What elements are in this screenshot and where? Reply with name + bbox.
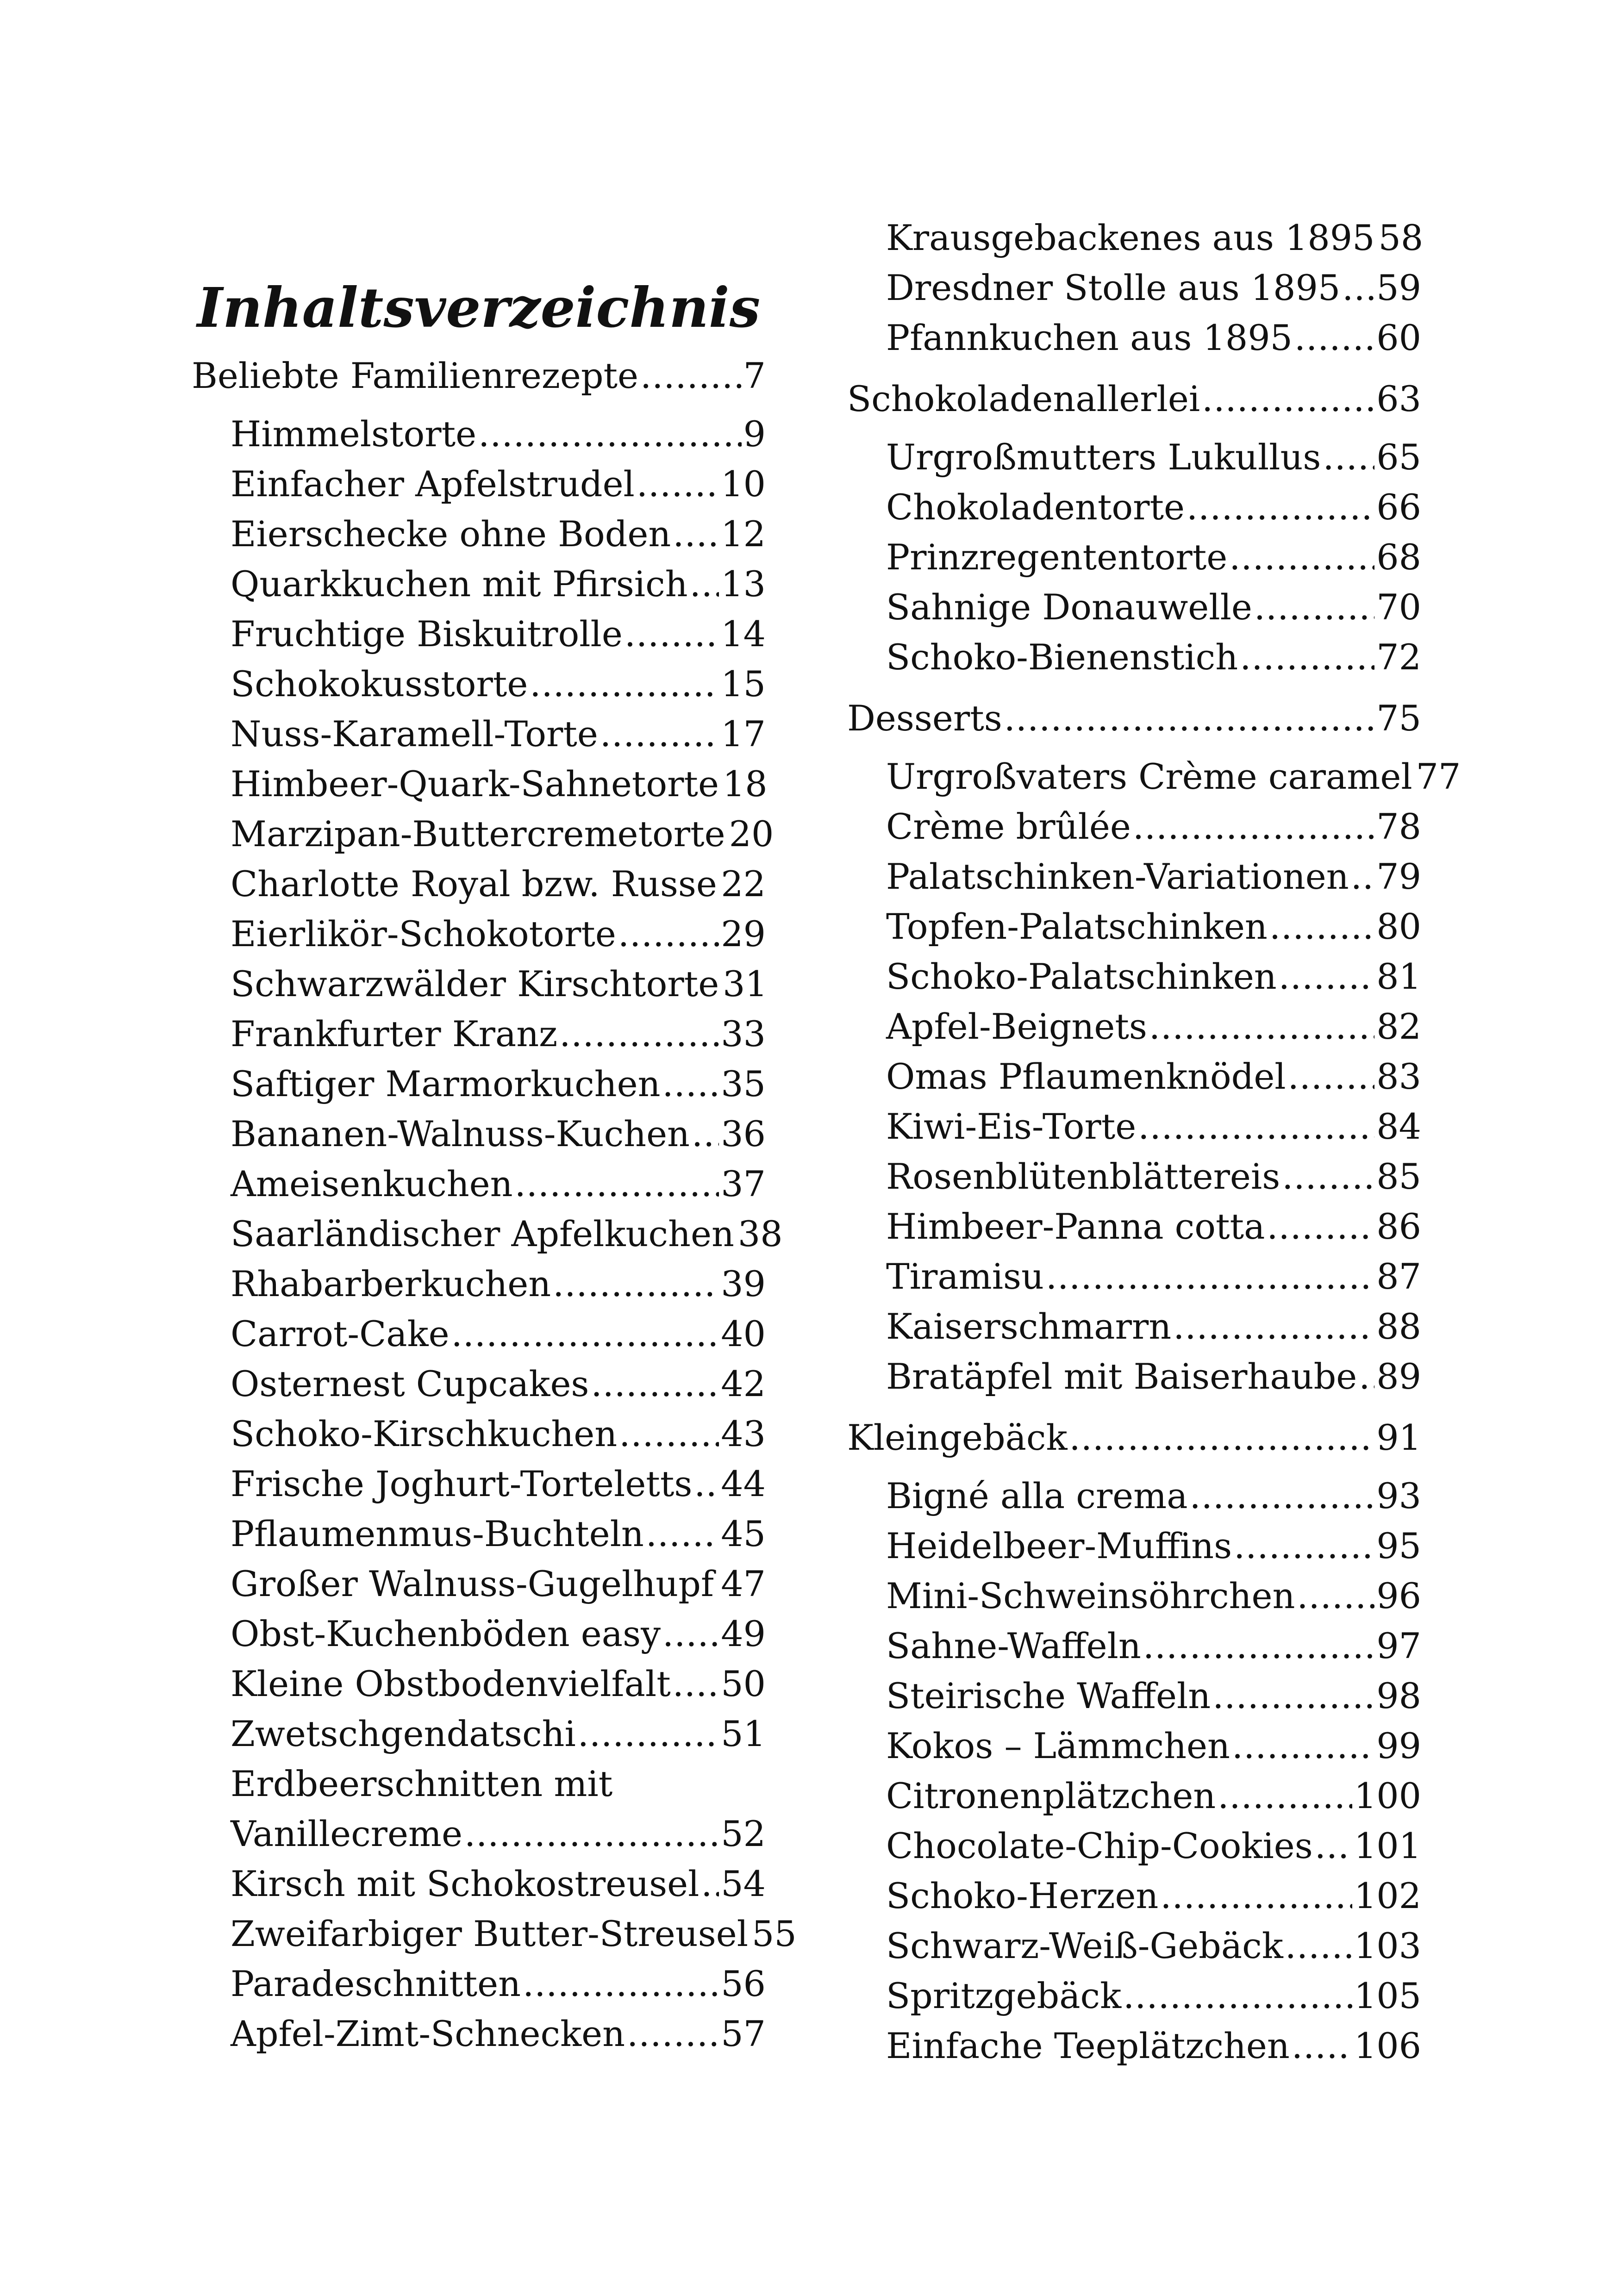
- toc-entry-page: 96: [1376, 1575, 1421, 1616]
- dot-leader: [1285, 1921, 1352, 1971]
- toc-entry[interactable]: [192, 1509, 766, 1559]
- toc-entry[interactable]: [847, 1152, 1421, 1202]
- dot-leader: [1254, 582, 1374, 632]
- toc-entry-continuation: [231, 1809, 766, 1859]
- toc-entry-label: Chokoladentorte: [886, 486, 1185, 528]
- toc-entry-page: 78: [1376, 806, 1421, 847]
- dot-leader: [559, 1009, 719, 1059]
- dot-leader: [1173, 1302, 1374, 1352]
- toc-entry[interactable]: [847, 1771, 1421, 1821]
- toc-entry[interactable]: [847, 1971, 1421, 2021]
- toc-entry[interactable]: [847, 1921, 1421, 1971]
- toc-entry-page: 59: [1376, 267, 1421, 308]
- toc-entry[interactable]: [192, 1109, 766, 1159]
- toc-entry[interactable]: [847, 802, 1421, 852]
- dot-leader: [464, 1809, 719, 1859]
- toc-entry-label: Frankfurter Kranz: [231, 1013, 558, 1054]
- toc-entry-label: Chocolate-Chip-Cookies: [886, 1825, 1313, 1866]
- dot-leader: [1229, 532, 1374, 582]
- toc-entry-page: 52: [721, 1813, 766, 1854]
- toc-entry-page: 14: [721, 613, 766, 655]
- toc-entry-label: Rosenblütenblättereis: [886, 1156, 1280, 1197]
- toc-entry[interactable]: [192, 1009, 766, 1059]
- dot-leader: [1160, 1871, 1352, 1921]
- toc-entry-label: Eierlikör-Schokotorte: [231, 913, 616, 954]
- toc-entry-page: 33: [721, 1013, 766, 1054]
- toc-entry-label: Krausgebackenes aus 1895: [886, 217, 1375, 258]
- dot-leader: [451, 1309, 719, 1359]
- toc-section-items: [847, 752, 1461, 1402]
- toc-entry-label: Apfel-Beignets: [886, 1006, 1147, 1047]
- dot-leader: [646, 1509, 719, 1559]
- toc-entry[interactable]: [192, 909, 766, 959]
- toc-entry-page: 101: [1354, 1825, 1421, 1866]
- toc-entry[interactable]: [192, 1209, 783, 1259]
- dot-leader: [1234, 1521, 1374, 1571]
- dot-leader: [591, 1359, 719, 1409]
- toc-entry-page: 37: [721, 1163, 766, 1204]
- toc-entry-label: Frische Joghurt-Torteletts: [231, 1463, 693, 1504]
- toc-entry-page: 82: [1376, 1006, 1421, 1047]
- dot-leader: [640, 351, 742, 401]
- toc-entry-label: Großer Walnuss-Gugelhupf: [231, 1563, 714, 1604]
- toc-entry[interactable]: [192, 559, 766, 609]
- dot-leader: [625, 609, 719, 659]
- toc-entry[interactable]: [847, 632, 1421, 682]
- toc-entry-page: 49: [721, 1613, 766, 1654]
- toc-section: [192, 351, 797, 2059]
- toc-entry[interactable]: [192, 509, 766, 559]
- toc-right-column: [847, 213, 1461, 2071]
- toc-entry-page: 79: [1376, 856, 1421, 897]
- toc-entry-label: Schoko-Herzen: [886, 1875, 1159, 1916]
- toc-entry[interactable]: [192, 1909, 797, 1959]
- toc-entry-label: Tiramisu: [886, 1256, 1044, 1297]
- toc-entry[interactable]: [847, 2021, 1421, 2071]
- toc-entry-label: Steirische Waffeln: [886, 1675, 1211, 1716]
- toc-entry-label: Sahne-Waffeln: [886, 1625, 1141, 1666]
- dot-leader: [600, 709, 719, 759]
- dot-leader: [1267, 1202, 1374, 1252]
- toc-entry-page: 54: [721, 1863, 766, 1904]
- toc-entry-label: Fruchtige Biskuitrolle: [231, 613, 623, 655]
- toc-entry-label: Ameisenkuchen: [231, 1163, 513, 1204]
- toc-entry-page: 70: [1376, 586, 1421, 628]
- toc-entry[interactable]: [847, 532, 1421, 582]
- dot-leader: [1138, 1102, 1374, 1152]
- dot-leader: [694, 1459, 719, 1509]
- toc-entry-label: Himbeer-Quark-Sahnetorte: [231, 763, 719, 804]
- toc-entry-page: 18: [722, 763, 768, 804]
- toc-entry[interactable]: [847, 752, 1461, 802]
- dot-leader: [553, 1259, 719, 1309]
- dot-leader: [1004, 693, 1375, 743]
- toc-entry-label: Pfannkuchen aus 1895: [886, 317, 1293, 358]
- toc-entry[interactable]: [847, 1352, 1421, 1402]
- toc-entry-page: 93: [1376, 1475, 1421, 1516]
- dot-leader: [1202, 374, 1374, 424]
- dot-leader: [1212, 1671, 1374, 1721]
- toc-left-column: [192, 275, 797, 2059]
- dot-leader: [627, 2009, 719, 2059]
- toc-section: [847, 693, 1461, 1402]
- dot-leader: [701, 1859, 719, 1909]
- toc-entry[interactable]: [192, 1309, 766, 1359]
- toc-entry-page: 22: [721, 863, 766, 904]
- toc-entry-label: Crème brûlée: [886, 806, 1131, 847]
- toc-entry[interactable]: [847, 1002, 1421, 1052]
- toc-entry-label: Paradeschnitten: [231, 1963, 521, 2004]
- toc-entry-page: 83: [1376, 1056, 1421, 1097]
- toc-entry-label: Marzipan-Buttercremetorte: [231, 813, 725, 854]
- toc-entry-page: 20: [729, 813, 774, 854]
- toc-entry[interactable]: [192, 759, 766, 809]
- toc-entry[interactable]: [192, 859, 766, 909]
- toc-entry-page: 40: [721, 1313, 766, 1354]
- toc-entry-label: Topfen-Palatschinken: [886, 906, 1268, 947]
- toc-entry[interactable]: [847, 1521, 1421, 1571]
- toc-entry-page: 72: [1376, 636, 1421, 678]
- dot-leader: [1323, 432, 1374, 482]
- toc-entry-page: 9: [743, 413, 766, 455]
- toc-entry[interactable]: [192, 959, 766, 1009]
- toc-entry[interactable]: [192, 459, 766, 509]
- dot-leader: [1297, 1571, 1374, 1621]
- dot-leader: [1123, 1971, 1352, 2021]
- toc-entry-label: Osternest Cupcakes: [231, 1363, 589, 1404]
- toc-entry-page: 84: [1376, 1106, 1421, 1147]
- toc-entry[interactable]: [847, 1671, 1421, 1721]
- toc-entry-page: 95: [1376, 1525, 1421, 1566]
- dot-leader: [692, 1109, 719, 1159]
- dot-leader: [1292, 2021, 1352, 2071]
- toc-entry-label: Schoko-Palatschinken: [886, 956, 1277, 997]
- toc-entry[interactable]: [847, 1471, 1421, 1521]
- toc-entry[interactable]: [192, 709, 766, 759]
- toc-entry-label: Einfacher Apfelstrudel: [231, 463, 635, 505]
- toc-entry[interactable]: [847, 1202, 1421, 1252]
- toc-entry-page: 57: [721, 2013, 766, 2054]
- toc-entry[interactable]: [847, 582, 1421, 632]
- toc-entry-label: Sahnige Donauwelle: [886, 586, 1252, 628]
- dot-leader: [1143, 1621, 1374, 1671]
- toc-entry-label: Palatschinken-Variationen: [886, 856, 1349, 897]
- toc-entry-label: Omas Pflaumenknödel: [886, 1056, 1286, 1097]
- toc-entry-page: 99: [1376, 1725, 1421, 1766]
- toc-entry-page: 66: [1376, 486, 1421, 528]
- dot-leader: [1269, 902, 1374, 952]
- toc-entry-page: 56: [721, 1963, 766, 2004]
- toc-entry-label: Bigné alla crema: [886, 1475, 1188, 1516]
- toc-entry-label: Himmelstorte: [231, 413, 477, 455]
- toc-entry-label: Schwarz-Weiß-Gebäck: [886, 1925, 1283, 1966]
- toc-entry-page: 17: [721, 713, 766, 755]
- dot-leader: [1190, 1471, 1375, 1521]
- toc-entry-page: 87: [1376, 1256, 1421, 1297]
- toc-entry[interactable]: [192, 1759, 766, 1859]
- toc-entry-label: Obst-Kuchenböden easy: [231, 1613, 661, 1654]
- toc-section: [847, 1413, 1421, 2071]
- dot-leader: [1240, 632, 1374, 682]
- dot-leader: [1288, 1052, 1375, 1102]
- toc-entry-page: 103: [1354, 1925, 1421, 1966]
- toc-entry[interactable]: [847, 1102, 1421, 1152]
- toc-entry[interactable]: [192, 659, 766, 709]
- toc-entry-page: 88: [1376, 1306, 1421, 1347]
- right-top-entries: [847, 213, 1424, 363]
- toc-entry-label: Kiwi-Eis-Torte: [886, 1106, 1137, 1147]
- toc-entry[interactable]: [847, 213, 1424, 263]
- section-label: Desserts: [847, 698, 1002, 739]
- right-sections: [847, 374, 1461, 2071]
- toc-entry[interactable]: [192, 1859, 766, 1909]
- toc-section-items: [847, 432, 1421, 682]
- toc-entry-label: Dresdner Stolle aus 1895: [886, 267, 1341, 308]
- toc-entry-label: Eierschecke ohne Boden: [231, 513, 671, 555]
- toc-entry-label: Erdbeerschnitten mit: [231, 1763, 613, 1804]
- toc-entry-label: Zwetschgendatschi: [231, 1713, 576, 1754]
- toc-title: Inhaltsverzeichnis: [197, 275, 761, 340]
- toc-entry-page: 13: [721, 563, 766, 605]
- toc-entry-page: 51: [721, 1713, 766, 1754]
- toc-entry-label: Nuss-Karamell-Torte: [231, 713, 598, 755]
- toc-entry[interactable]: [847, 1302, 1421, 1352]
- toc-entry-page: 42: [721, 1363, 766, 1404]
- toc-entry[interactable]: [192, 1409, 766, 1459]
- dot-leader: [578, 1709, 719, 1759]
- toc-entry-page: 106: [1354, 2025, 1421, 2066]
- toc-entry-label: Vanillecreme: [231, 1813, 462, 1854]
- toc-entry-page: 102: [1354, 1875, 1421, 1916]
- toc-section-items: [847, 1471, 1421, 2071]
- dot-leader: [1149, 1002, 1374, 1052]
- toc-entry-page: 31: [723, 963, 768, 1004]
- toc-entry-label: Bananen-Walnuss-Kuchen: [231, 1113, 690, 1154]
- toc-entry[interactable]: [847, 952, 1421, 1002]
- toc-entry-page: 98: [1376, 1675, 1421, 1716]
- toc-entry-page: 86: [1376, 1206, 1421, 1247]
- dot-leader: [1279, 952, 1375, 1002]
- dot-leader: [1351, 852, 1375, 902]
- section-page: 75: [1376, 698, 1421, 739]
- toc-entry[interactable]: [192, 609, 766, 659]
- toc-entry[interactable]: [847, 852, 1421, 902]
- dot-leader: [478, 409, 741, 459]
- toc-entry-page: 47: [721, 1563, 766, 1604]
- toc-entry[interactable]: [847, 1621, 1421, 1671]
- toc-entry[interactable]: [847, 263, 1421, 313]
- dot-leader: [1133, 802, 1374, 852]
- toc-entry-page: 65: [1376, 437, 1421, 478]
- toc-entry[interactable]: [192, 1359, 766, 1409]
- toc-entry[interactable]: [192, 1059, 766, 1109]
- left-sections: [192, 351, 797, 2059]
- toc-entry-page: 45: [721, 1513, 766, 1554]
- toc-entry-page: 29: [721, 913, 766, 954]
- toc-entry-label: Saftiger Marmorkuchen: [231, 1063, 661, 1104]
- dot-leader: [618, 909, 719, 959]
- toc-entry-label: Einfache Teeplätzchen: [886, 2025, 1290, 2066]
- toc-entry-page: 97: [1376, 1625, 1421, 1666]
- toc-entry[interactable]: [847, 1721, 1421, 1771]
- dot-leader: [1232, 1721, 1374, 1771]
- toc-entry[interactable]: [847, 432, 1421, 482]
- toc-entry[interactable]: [192, 1659, 766, 1709]
- toc-entry-label: Schoko-Bienenstich: [886, 636, 1238, 678]
- toc-entry-label: Schwarzwälder Kirschtorte: [231, 963, 719, 1004]
- dot-leader: [1282, 1152, 1374, 1202]
- toc-entry-page: 36: [721, 1113, 766, 1154]
- toc-entry-label: Spritzgebäck: [886, 1975, 1122, 2016]
- toc-entry-label: Bratäpfel mit Baiserhaube: [886, 1356, 1357, 1397]
- toc-section-heading[interactable]: [192, 351, 766, 401]
- toc-entry[interactable]: [192, 1459, 766, 1509]
- section-label: Beliebte Familienrezepte: [192, 355, 639, 396]
- toc-entry-page: 50: [721, 1663, 766, 1704]
- dot-leader: [1315, 1821, 1352, 1871]
- dot-leader: [1046, 1252, 1374, 1302]
- toc-entry-page: 35: [721, 1063, 766, 1104]
- dot-leader: [1342, 263, 1374, 313]
- section-page: 91: [1376, 1417, 1421, 1458]
- toc-entry-label: Prinzregententorte: [886, 536, 1228, 578]
- section-page: 63: [1376, 378, 1421, 419]
- dot-leader: [530, 659, 719, 709]
- toc-entry[interactable]: [192, 2009, 766, 2059]
- toc-entry[interactable]: [847, 313, 1421, 363]
- toc-entry-page: 77: [1416, 756, 1461, 797]
- toc-entry-label: Urgroßvaters Crème caramel: [886, 756, 1412, 797]
- dot-leader: [690, 559, 719, 609]
- toc-entry[interactable]: [847, 1571, 1421, 1621]
- section-page: 7: [743, 355, 766, 396]
- toc-entry-label: Zweifarbiger Butter-Streusel: [231, 1913, 748, 1954]
- toc-entry-label: Citronenplätzchen: [886, 1775, 1216, 1816]
- dot-leader: [1187, 482, 1374, 532]
- toc-entry-page: 85: [1376, 1156, 1421, 1197]
- dot-leader: [716, 1559, 719, 1609]
- toc-entry[interactable]: [847, 482, 1421, 532]
- toc-entry-label: Charlotte Royal bzw. Russe: [231, 863, 717, 904]
- toc-entry-page: 68: [1376, 536, 1421, 578]
- toc-entry-label: Schoko-Kirschkuchen: [231, 1413, 618, 1454]
- toc-entry-page: 12: [721, 513, 766, 555]
- toc-entry-page: 15: [721, 663, 766, 705]
- toc-entry-page: 10: [721, 463, 766, 505]
- toc-entry-label: Kleine Obstbodenvielfalt: [231, 1663, 671, 1704]
- section-label: Schokoladenallerlei: [847, 378, 1200, 419]
- toc-entry-label: Rhabarberkuchen: [231, 1263, 551, 1304]
- toc-entry-page: 55: [752, 1913, 797, 1954]
- toc-entry-page: 43: [721, 1413, 766, 1454]
- toc-entry[interactable]: [192, 1709, 766, 1759]
- toc-entry[interactable]: [847, 1052, 1421, 1102]
- dot-leader: [637, 459, 719, 509]
- toc-entry-label: Urgroßmutters Lukullus: [886, 437, 1321, 478]
- toc-entry-label: Kirsch mit Schokostreusel: [231, 1863, 700, 1904]
- toc-entry-page: 60: [1376, 317, 1421, 358]
- toc-entry[interactable]: [847, 902, 1421, 952]
- toc-entry-page: 58: [1378, 217, 1424, 258]
- toc-section-heading[interactable]: [847, 1413, 1421, 1463]
- toc-entry-label: Apfel-Zimt-Schnecken: [231, 2013, 625, 2054]
- toc-section: [847, 374, 1421, 682]
- toc-entry-label: Quarkkuchen mit Pfirsich: [231, 563, 688, 605]
- toc-entry[interactable]: [192, 1159, 766, 1209]
- toc-entry[interactable]: [192, 1259, 766, 1309]
- toc-entry-label: Kaiserschmarrn: [886, 1306, 1172, 1347]
- section-label: Kleingebäck: [847, 1417, 1068, 1458]
- toc-section-heading[interactable]: [847, 374, 1421, 424]
- dot-leader: [1359, 1352, 1374, 1402]
- dot-leader: [523, 1959, 719, 2009]
- dot-leader: [515, 1159, 719, 1209]
- dot-leader: [1218, 1771, 1352, 1821]
- dot-leader: [1069, 1413, 1375, 1463]
- toc-section-items: [192, 409, 797, 2059]
- toc-entry[interactable]: [192, 1559, 766, 1609]
- toc-entry-label: Himbeer-Panna cotta: [886, 1206, 1265, 1247]
- dot-leader: [662, 1609, 719, 1659]
- toc-entry-label: Heidelbeer-Muffins: [886, 1525, 1232, 1566]
- toc-entry[interactable]: [192, 1609, 766, 1659]
- toc-entry-page: 80: [1376, 906, 1421, 947]
- dot-leader: [619, 1409, 719, 1459]
- dot-leader: [662, 1059, 719, 1109]
- toc-entry-label: Mini-Schweinsöhrchen: [886, 1575, 1295, 1616]
- toc-entry-page: 105: [1354, 1975, 1421, 2016]
- toc-entry-page: 39: [721, 1263, 766, 1304]
- toc-entry[interactable]: [192, 1959, 766, 2009]
- toc-entry-label: Pflaumenmus-Buchteln: [231, 1513, 644, 1554]
- dot-leader: [673, 509, 719, 559]
- toc-entry-label: Saarländischer Apfelkuchen: [231, 1213, 734, 1254]
- toc-entry-page: 81: [1376, 956, 1421, 997]
- dot-leader: [1294, 313, 1374, 363]
- toc-entry-page: 100: [1354, 1775, 1421, 1816]
- toc-entry-label: Kokos – Lämmchen: [886, 1725, 1230, 1766]
- toc-entry[interactable]: [847, 1252, 1421, 1302]
- toc-entry-label: Schokokusstorte: [231, 663, 528, 705]
- toc-entry[interactable]: [192, 409, 766, 459]
- toc-entry-page: 38: [737, 1213, 783, 1254]
- toc-entry[interactable]: [847, 1871, 1421, 1921]
- toc-entry-page: 89: [1376, 1356, 1421, 1397]
- toc-section-heading[interactable]: [847, 693, 1421, 743]
- dot-leader: [673, 1659, 719, 1709]
- toc-entry-page: 44: [721, 1463, 766, 1504]
- toc-entry[interactable]: [192, 809, 774, 859]
- toc-entry[interactable]: [847, 1821, 1421, 1871]
- toc-entry-label: Carrot-Cake: [231, 1313, 450, 1354]
